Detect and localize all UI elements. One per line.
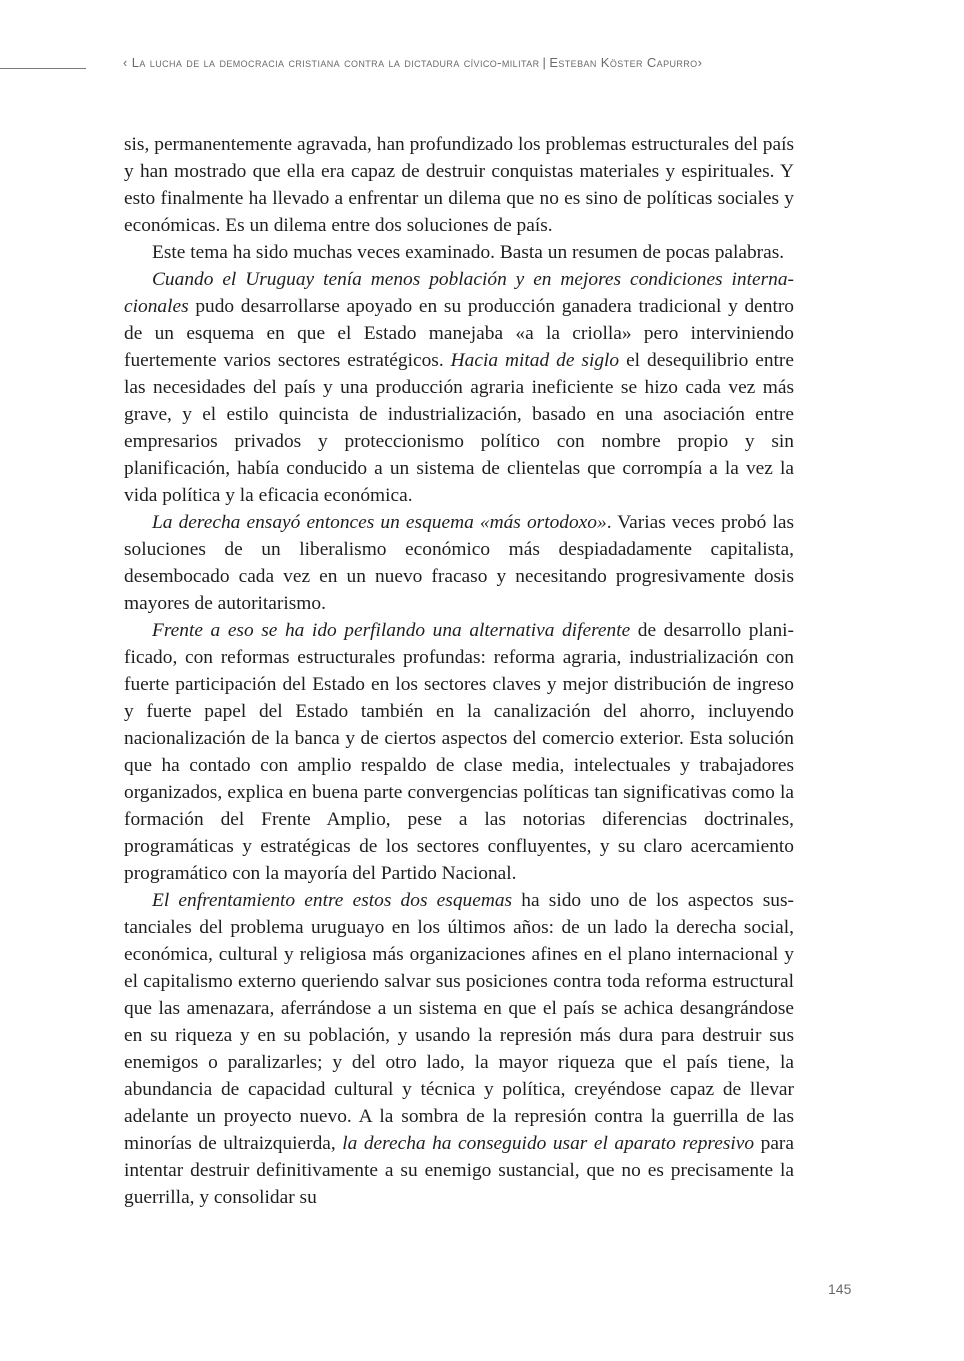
text-run: . Varias veces probó las soluciones de un liberalismo económico más despiadadamente capitalista, desembocado cada vez en un nuevo fracaso y necesitando progresivamente dosis mayores de autoritarismo. bbox=[124, 512, 794, 614]
body-text bbox=[124, 131, 794, 1211]
paragraph bbox=[124, 617, 794, 887]
running-header-author: Esteban Köster Capurro› bbox=[549, 55, 703, 70]
emphasized-text: Cuando el Uruguay tenía menos población y en mejores condiciones internacionales bbox=[124, 269, 794, 317]
emphasized-text: Hacia mitad de siglo bbox=[450, 350, 620, 371]
emphasized-text: la derecha ha conseguido usar el aparato represivo bbox=[342, 1133, 755, 1154]
paragraph bbox=[124, 131, 794, 239]
emphasized-text: El enfrentamiento entre estos dos esquemas bbox=[152, 890, 513, 911]
paragraph bbox=[124, 266, 794, 509]
running-header-title: ‹ La lucha de la democracia cristiana contra la dictadura cívico-militar bbox=[123, 55, 540, 70]
text-run: para intentar destruir definitivamente a su enemigo sustancial, que no es precisamente la guerrilla, y consolidar su bbox=[124, 1133, 794, 1208]
paragraph bbox=[124, 887, 794, 1211]
paragraph bbox=[124, 509, 794, 617]
emphasized-text: Frente a eso se ha ido perfilando una alternativa diferente bbox=[152, 620, 631, 641]
text-run: pudo desarrollarse apoyado en su producción ganadera tradicional y dentro de un esquema en que el Estado manejaba «a la criolla» pero interviniendo fuertemente varios sectores estratégicos. bbox=[124, 296, 794, 371]
running-header-separator: | bbox=[542, 55, 547, 70]
text-run: de desarrollo planificado, con reformas estructurales profundas: reforma agraria, industrialización con fuerte participación del Estado en los sectores claves y mejor distribución de ingreso y fuerte papel del Estado también en la canalización del ahorro, incluyendo nacionalización de la banca y de ciertos aspectos del comercio exterior. Esta solución que ha contado con amplio respaldo de clase media, intelectuales y trabajadores organizados, explica en buena parte convergencias políticas tan significativas como la formación del Frente Amplio, pese a las notorias diferencias doctrinales, programáticas y estratégicas de los sectores confluyentes, y su claro acercamiento programático con la mayoría del Partido Nacional. bbox=[124, 620, 794, 884]
paragraph bbox=[124, 239, 794, 266]
text-run: el desequilibrio entre las necesidades del país y una producción agraria ineficiente se hizo cada vez más grave, y el estilo quincista de industrialización, basado en una asociación entre empresarios privados y proteccionismo político con nombre propio y sin planificación, había conducido a un sistema de clientelas que corrompía a la vez la vida política y la eficacia económica. bbox=[124, 350, 794, 506]
text-run: ha sido uno de los aspectos sustanciales del problema uruguayo en los últimos años: de un lado la derecha social, económica, cultural y religiosa más organizaciones afines en el plano internacional y el capitalismo externo queriendo salvar sus posiciones contra toda reforma estructural que las amenazara, aferrándose a un sistema en que el país se achica desangrándose en su riqueza y en su población, y usando la represión más dura para destruir sus enemigos o paralizarles; y del otro lado, la mayor riqueza que el país tiene, la abundancia de capacidad cultural y técnica y política, creyéndose capaz de llevar adelante un proyecto nuevo. A la sombra de la represión contra la guerrilla de las minorías de ultraizquierda, bbox=[124, 890, 794, 1154]
text-run: sis, permanentemente agravada, han profundizado los problemas estructurales del país y han mostrado que ella era capaz de destruir conquistas materiales y espirituales. Y esto finalmente ha llevado a enfrentar un dilema que no es sino de políticas sociales y económicas. Es un dilema entre dos soluciones de país. bbox=[124, 134, 794, 236]
header-rule bbox=[0, 68, 86, 69]
page-number: 145 bbox=[828, 1281, 852, 1297]
emphasized-text: La derecha ensayó entonces un esquema «más ortodoxo» bbox=[152, 512, 607, 533]
running-header bbox=[123, 55, 803, 70]
text-run: Este tema ha sido muchas veces examinado. Basta un resumen de pocas palabras. bbox=[152, 242, 785, 263]
